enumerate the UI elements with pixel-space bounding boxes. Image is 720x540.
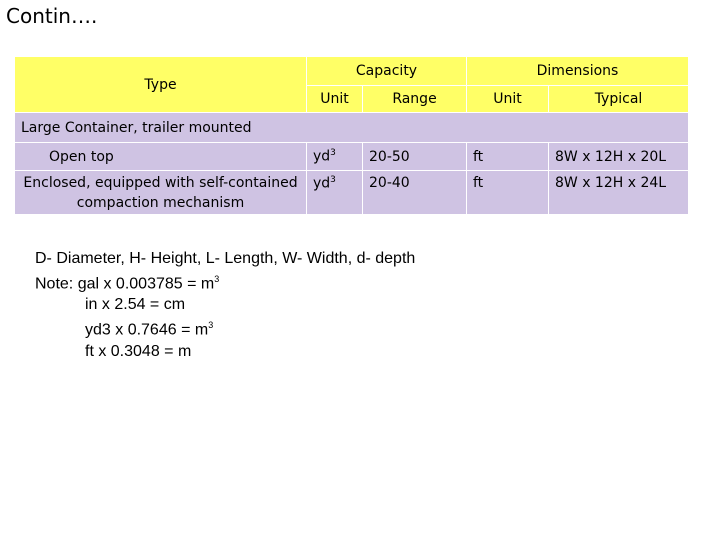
conversion-gal-exponent: 3 — [214, 274, 220, 284]
typical-cell: 8W x 12H x 24L — [549, 171, 689, 215]
group-label: Large Container, trailer mounted — [15, 113, 689, 143]
capacity-unit-cell — [307, 143, 363, 171]
dimensions-header: Dimensions — [467, 57, 689, 86]
typical-cell: 8W x 12H x 20L — [549, 143, 689, 171]
type-cell: Open top — [15, 143, 307, 171]
abbreviation-legend: D- Diameter, H- Height, L- Length, W- Width, d- depth — [35, 250, 416, 267]
range-cell: 20-50 — [363, 143, 467, 171]
conversion-yd3-text: yd3 x 0.7646 = m — [85, 321, 209, 339]
capacity-unit-cell — [307, 171, 363, 215]
notes-block — [35, 248, 415, 362]
table-row — [15, 171, 689, 215]
capacity-unit-exponent: 3 — [330, 175, 336, 185]
type-cell: Enclosed, equipped with self-contained compaction mechanism — [15, 171, 307, 215]
group-row — [15, 113, 689, 143]
conversion-yd3-exponent: 3 — [208, 320, 214, 331]
conversion-note-gal — [35, 269, 415, 294]
page-title: Contin…. — [6, 4, 98, 28]
conversion-note-ft: ft x 0.3048 = m — [85, 342, 192, 360]
dimension-unit-cell: ft — [467, 143, 549, 171]
dimension-unit-cell: ft — [467, 171, 549, 215]
capacity-unit-header: Unit — [307, 86, 363, 113]
typical-header: Typical — [549, 86, 689, 113]
capacity-unit-exponent: 3 — [330, 148, 336, 159]
capacity-unit-text: yd — [313, 148, 331, 165]
container-table — [14, 56, 689, 215]
conversion-note-yd3 — [35, 315, 415, 340]
range-header: Range — [363, 86, 467, 113]
capacity-unit-text: yd — [313, 175, 331, 192]
range-cell: 20-40 — [363, 171, 467, 215]
capacity-header: Capacity — [307, 57, 467, 86]
header-row-top — [15, 57, 689, 86]
table-row — [15, 143, 689, 171]
conversion-gal-text: Note: gal x 0.003785 = m — [35, 275, 215, 293]
conversion-note-in: in x 2.54 = cm — [85, 296, 186, 314]
dimension-unit-header: Unit — [467, 86, 549, 113]
type-header: Type — [15, 57, 307, 113]
